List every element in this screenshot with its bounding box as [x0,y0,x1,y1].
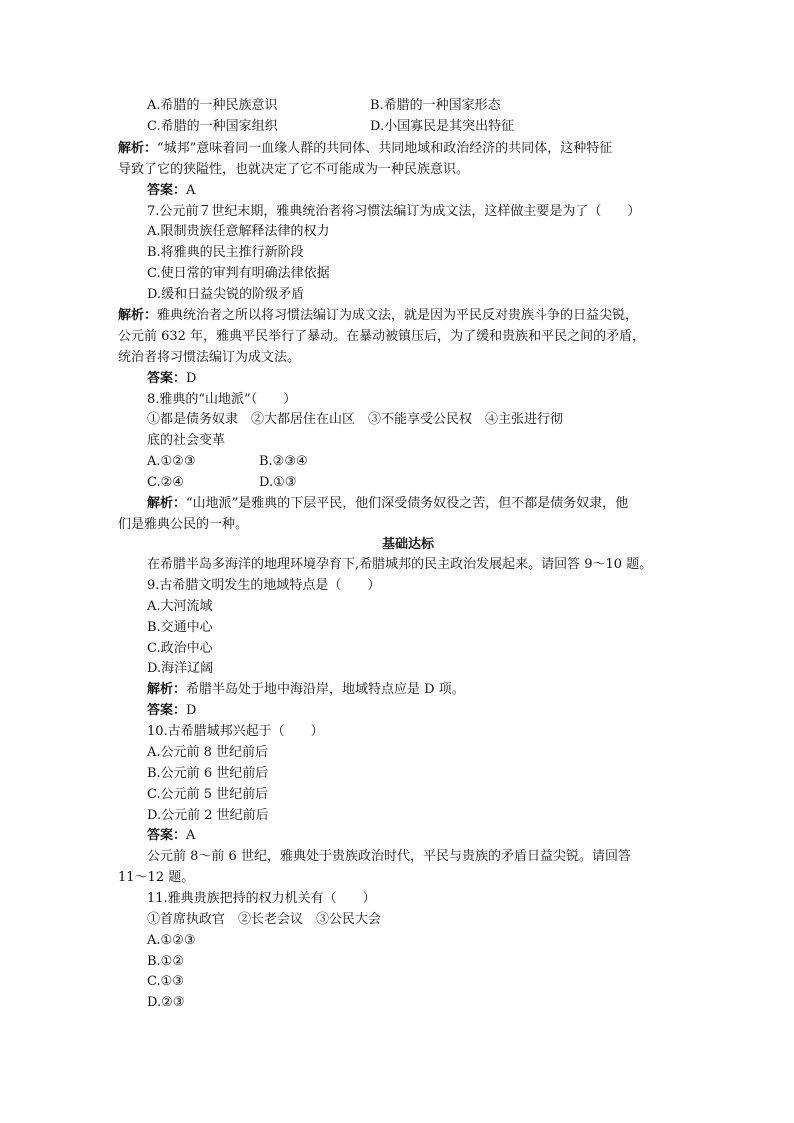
q8-analysis-line-2: 们是雅典公民的一种。 [118,517,249,532]
q10-option-b: B.公元前 6 世纪前后 [147,766,269,781]
q9-answer-label: 答案： [147,703,187,718]
q9-option-c: C.政治中心 [147,641,213,656]
q6-answer-label: 答案： [147,183,187,198]
q6-analysis-line-1 [118,139,612,159]
q11-stem: 11.雅典贵族把持的权力机关有（ ） [147,891,376,906]
q10-answer [147,826,195,846]
q7-analysis-line-2: 公元前 632 年，雅典平民举行了暴动。在暴动被镇压后，为了缓和贵族和平民之间的矛盾， [118,329,646,344]
q8-analysis-line-1 [147,494,628,514]
q6-analysis-line-2: 导致了它的狭隘性，也就决定了它不可能成为一种民族意识。 [118,162,470,177]
q9-option-a: A.大河流域 [147,599,213,614]
q9-option-d: D.海洋辽阔 [147,661,214,676]
q7-answer-label: 答案： [147,371,187,386]
q7-option-d: D.缓和日益尖锐的阶级矛盾 [147,287,305,302]
q8-items-line-2: 底的社会变革 [147,433,226,448]
q8-option-b: B.②③④ [259,454,308,469]
q9-analysis-label: 解析： [147,682,187,697]
q7-analysis-text-1: 雅典统治者之所以将习惯法编订为成文法，就是因为平民反对贵族斗争的日益尖锐， [157,308,639,323]
q6-answer [147,181,195,201]
q9-answer-value: D [186,703,197,718]
q8-items-line-1: ①都是债务奴隶 ②大都居住在山区 ③不能享受公民权 ④主张进行彻 [147,412,564,427]
q9-option-b: B.交通中心 [147,620,213,635]
q7-analysis-label: 解析： [118,308,158,323]
q6-analysis-text-1: “城邦”意味着同一血缘人群的共同体、共同地域和政治经济的共同体，这种特征 [157,141,613,156]
intro-11-12-line-1: 公元前 8～前 6 世纪，雅典处于贵族政治时代，平民与贵族的矛盾日益尖锐。请回答 [147,849,631,864]
q9-analysis-text: 希腊半岛处于地中海沿岸，地域特点应是 D 项。 [186,682,465,697]
q7-stem: 7.公元前７世纪末期，雅典统治者将习惯法编订为成文法，这样做主要是为了（ ） [147,204,641,219]
q7-option-c: C.使日常的审判有明确法律依据 [147,266,330,281]
q9-analysis [147,680,465,700]
q10-answer-label: 答案： [147,828,187,843]
q6-answer-value: A [186,183,196,198]
q6-option-a: A.希腊的一种民族意识 [147,98,278,113]
q8-stem: 8.雅典的“山地派”（ ） [147,392,297,407]
q11-option-b: B.①② [147,954,184,969]
q6-analysis-label: 解析： [118,141,158,156]
q7-option-b: B.将雅典的民主推行新阶段 [147,245,304,260]
q7-analysis-line-3: 统治者将习惯法编订为成文法。 [118,350,301,365]
q7-option-a: A.限制贵族任意解释法律的权力 [147,224,330,239]
q11-items: ①首席执政官 ②长老会议 ③公民大会 [147,912,382,927]
q9-stem: 9.古希腊文明发生的地域特点是（ ） [147,578,381,593]
q7-answer-value: D [186,371,197,386]
q6-option-d: D.小国寡民是其突出特征 [370,119,515,134]
intro-9-10: 在希腊半岛多海洋的地理环境孕育下,希腊城邦的民主政治发展起来。请回答 9～10 题。 [147,557,653,572]
q7-answer [147,369,196,389]
q10-option-d: D.公元前 2 世纪前后 [147,808,269,823]
q8-analysis-text-1: “山地派”是雅典的下层平民，他们深受债务奴役之苦，但不都是债务奴隶，他 [186,496,629,511]
q10-stem: 10.古希腊城邦兴起于（ ） [147,724,324,739]
q11-option-a: A.①②③ [147,933,196,948]
q10-option-c: C.公元前 5 世纪前后 [147,787,269,802]
q11-option-d: D.②③ [147,995,185,1010]
q7-analysis-line-1 [118,306,638,326]
section-title: 基础达标 [382,537,435,552]
q8-option-a: A.①②③ [147,454,196,469]
q6-option-b: B.希腊的一种国家形态 [370,98,501,113]
q11-option-c: C.①③ [147,974,184,989]
q6-option-c: C.希腊的一种国家组织 [147,119,278,134]
q8-option-c: C.②④ [147,475,184,490]
q8-option-d: D.①③ [259,475,297,490]
q8-analysis-label: 解析： [147,496,187,511]
q10-answer-value: A [186,828,196,843]
q9-answer [147,701,196,721]
q10-option-a: A.公元前 8 世纪前后 [147,745,269,760]
intro-11-12-line-2: 11～12 题。 [118,870,195,885]
